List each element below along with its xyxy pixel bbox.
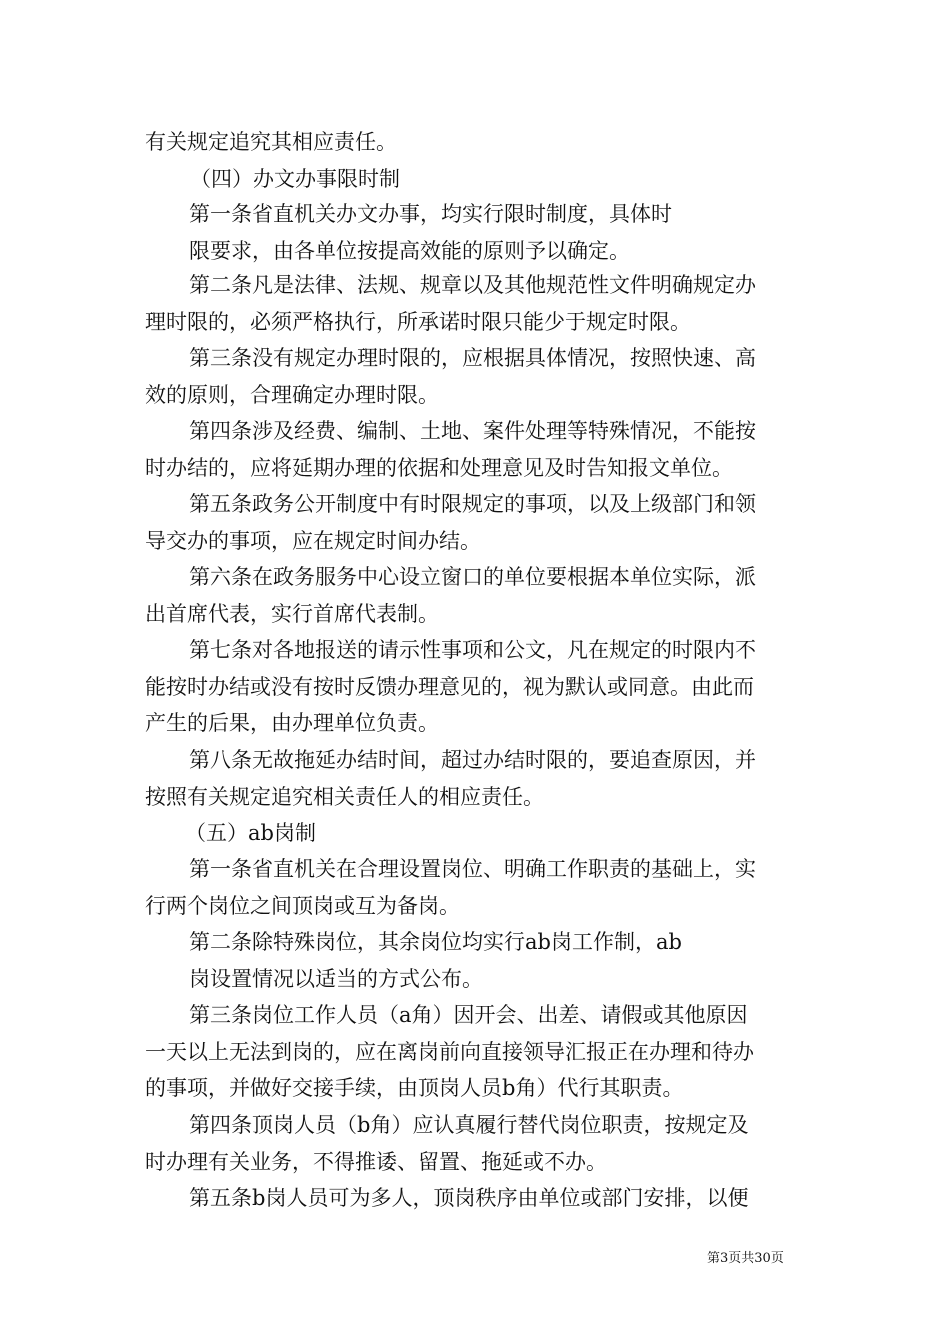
paragraph-7 — [145, 486, 815, 559]
text-line: 有关规定追究其相应责任。 — [145, 130, 397, 154]
text-line: （四）办文办事限时制 — [190, 167, 400, 191]
text-line: 岗设置情况以适当的方式公布。 — [189, 966, 483, 991]
paragraph-13 — [189, 924, 859, 997]
paragraph-4 — [145, 267, 815, 340]
text-line: 时办结的，应将延期办理的依据和处理意见及时告知报文单位。 — [145, 455, 733, 480]
text-line: 第五条政务公开制度中有时限规定的事项，以及上级部门和领 — [189, 492, 756, 516]
page-number-footer: 第3页共30页 — [707, 1251, 784, 1266]
text-line: 第一条省直机关在合理设置岗位、明确工作职责的基础上，实 — [189, 857, 756, 881]
text-line: 第一条省直机关办文办事，均实行限时制度，具体时 — [189, 202, 672, 226]
paragraph-12 — [145, 851, 815, 924]
text-line: 第二条除特殊岗位，其余岗位均实行ab岗工作制，ab — [189, 930, 682, 954]
section-heading-4 — [190, 161, 860, 198]
paragraph-8 — [145, 559, 815, 632]
text-line: 行两个岗位之间顶岗或互为备岗。 — [145, 893, 460, 918]
text-line: 理时限的，必须严格执行，所承诺时限只能少于规定时限。 — [145, 309, 691, 334]
text-line: 一天以上无法到岗的，应在离岗前向直接领导汇报正在办理和待办 — [145, 1039, 754, 1064]
text-line: 产生的后果，由办理单位负责。 — [145, 711, 439, 735]
text-line: 第七条对各地报送的请示性事项和公文，凡在规定的时限内不 — [189, 638, 756, 662]
section-heading-5 — [185, 815, 855, 852]
text-line: 第四条顶岗人员（b角）应认真履行替代岗位职责，按规定及 — [189, 1113, 749, 1137]
text-line: 第四条涉及经费、编制、土地、案件处理等特殊情况，不能按 — [189, 419, 756, 443]
text-line: 的事项，并做好交接手续，由顶岗人员b角）代行其职责。 — [145, 1076, 684, 1100]
paragraph-10 — [145, 742, 815, 815]
paragraph-16 — [145, 1180, 815, 1217]
text-line: 第八条无故拖延办结时间，超过办结时限的，要追查原因，并 — [189, 748, 756, 772]
text-line: 效的原则，合理确定办理时限。 — [145, 382, 439, 407]
text-line: 能按时办结或没有按时反馈办理意见的，视为默认或同意。由此而 — [145, 674, 754, 699]
paragraph-9 — [145, 632, 815, 742]
paragraph-6 — [145, 413, 815, 486]
paragraph-1 — [145, 124, 815, 161]
paragraph-3 — [189, 196, 859, 269]
text-line: 限要求，由各单位按提高效能的原则予以确定。 — [189, 238, 630, 263]
text-line: 导交办的事项，应在规定时间办结。 — [145, 528, 481, 553]
text-line: 第六条在政务服务中心设立窗口的单位要根据本单位实际，派 — [189, 565, 756, 589]
text-line: 按照有关规定追究相关责任人的相应责任。 — [145, 784, 544, 809]
text-line: 第五条b岗人员可为多人，顶岗秩序由单位或部门安排，以便 — [189, 1186, 749, 1210]
text-line: 时办理有关业务，不得推诿、留置、拖延或不办。 — [145, 1149, 607, 1174]
paragraph-5 — [145, 340, 815, 413]
text-line: 出首席代表，实行首席代表制。 — [145, 601, 439, 626]
text-line: 第三条没有规定办理时限的，应根据具体情况，按照快速、高 — [189, 346, 756, 370]
text-line: 第三条岗位工作人员（a角）因开会、出差、请假或其他原因 — [189, 1003, 748, 1027]
paragraph-14 — [145, 997, 815, 1107]
paragraph-15 — [145, 1107, 815, 1180]
text-line: 第二条凡是法律、法规、规章以及其他规范性文件明确规定办 — [189, 273, 756, 297]
text-line: （五）ab岗制 — [185, 821, 316, 845]
